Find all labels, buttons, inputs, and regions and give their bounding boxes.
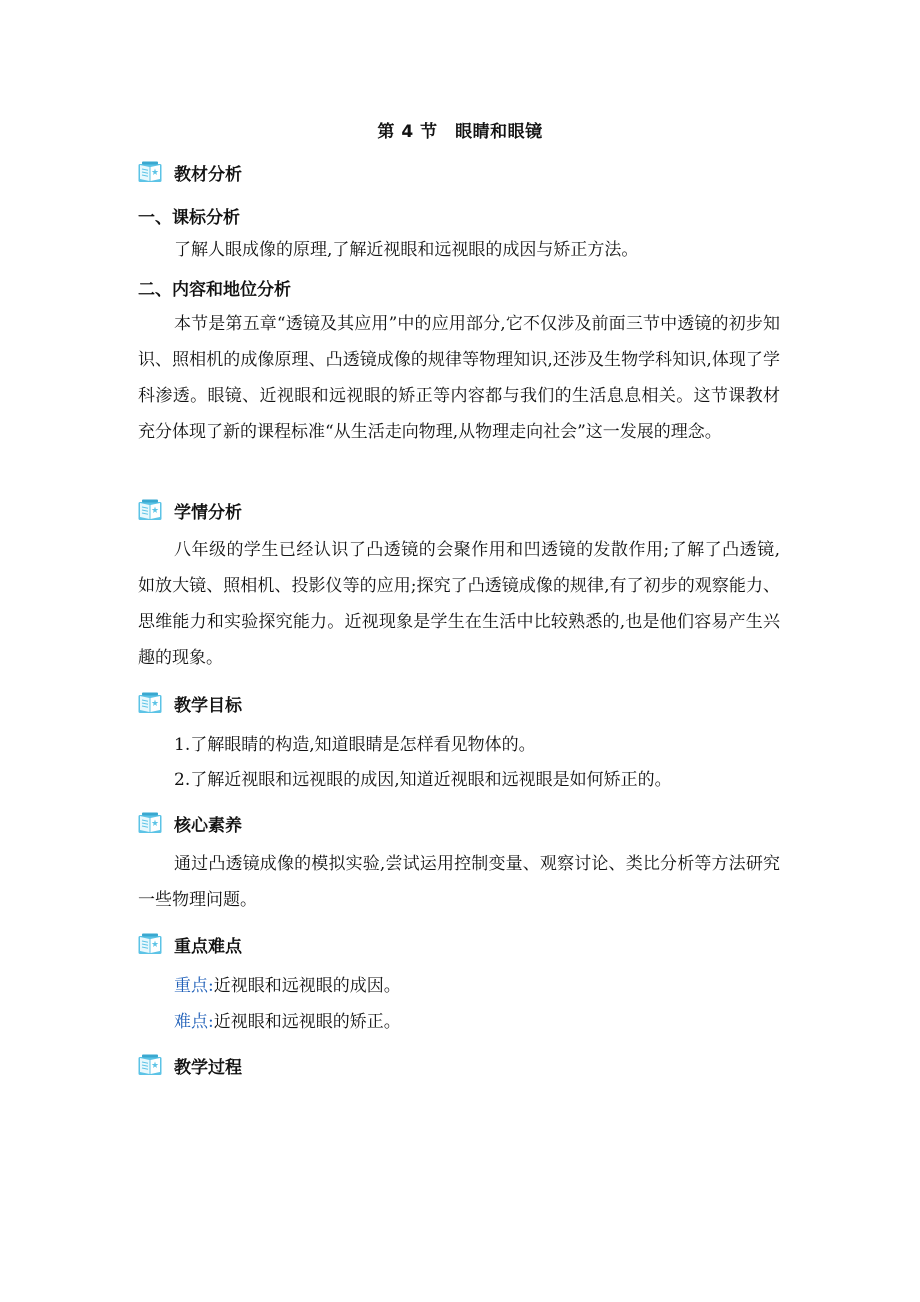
objective-item-1: 1.了解眼睛的构造,知道眼睛是怎样看见物体的。 xyxy=(174,735,536,755)
book-icon xyxy=(138,161,162,183)
section-title-process: 教学过程 xyxy=(174,1057,242,1078)
key-point-text: 近视眼和远视眼的成因。 xyxy=(213,976,401,996)
book-icon xyxy=(138,692,162,714)
section-title-materials: 教材分析 xyxy=(174,164,242,185)
key-point-label: 重点: xyxy=(174,976,214,996)
section-header-keypoints xyxy=(138,929,242,959)
section-header-materials xyxy=(138,157,242,187)
section-title-keypoints: 重点难点 xyxy=(174,936,242,957)
section-title-learners: 学情分析 xyxy=(174,502,242,523)
section-header-literacy xyxy=(138,808,242,838)
book-icon xyxy=(138,1054,162,1076)
paragraph-learners: 八年级的学生已经认识了凸透镜的会聚作用和凹透镜的发散作用;了解了凸透镜,如放大镜、照相机、投影仪等的应用;探究了凸透镜成像的规律,有了初步的观察能力、思维能力和实验探究能力。近视现象是学生在生活中比较熟悉的,也是他们容易产生兴趣的现象。 xyxy=(138,540,780,668)
section-header-process xyxy=(138,1050,242,1080)
section-title-objectives: 教学目标 xyxy=(174,695,242,716)
paragraph-curriculum: 了解人眼成像的原理,了解近视眼和远视眼的成因与矫正方法。 xyxy=(174,240,639,260)
difficult-point-text: 近视眼和远视眼的矫正。 xyxy=(213,1012,401,1032)
book-icon xyxy=(138,933,162,955)
difficult-point-label: 难点: xyxy=(174,1012,214,1032)
paragraph-literacy: 通过凸透镜成像的模拟实验,尝试运用控制变量、观察讨论、类比分析等方法研究一些物理问题。 xyxy=(138,854,780,910)
difficult-point-line xyxy=(174,1010,401,1034)
book-icon xyxy=(138,812,162,834)
subheading-content: 二、内容和地位分析 xyxy=(138,280,291,300)
subheading-curriculum: 一、课标分析 xyxy=(138,208,240,228)
section-header-objectives xyxy=(138,688,242,718)
section-title-literacy: 核心素养 xyxy=(174,815,242,836)
key-point-line xyxy=(174,974,401,998)
book-icon xyxy=(138,499,162,521)
objective-item-2: 2.了解近视眼和远视眼的成因,知道近视眼和远视眼是如何矫正的。 xyxy=(174,770,672,790)
paragraph-content: 本节是第五章“透镜及其应用”中的应用部分,它不仅涉及前面三节中透镜的初步知识、照相机的成像原理、凸透镜成像的规律等物理知识,还涉及生物学科知识,体现了学科渗透。眼镜、近视眼和远视眼的矫正等内容都与我们的生活息息相关。这节课教材充分体现了新的课程标准“从生活走向物理,从物理走向社会”这一发展的理念。 xyxy=(138,314,780,442)
section-header-learners xyxy=(138,495,242,525)
page-title: 第 4 节 眼睛和眼镜 xyxy=(377,122,543,142)
